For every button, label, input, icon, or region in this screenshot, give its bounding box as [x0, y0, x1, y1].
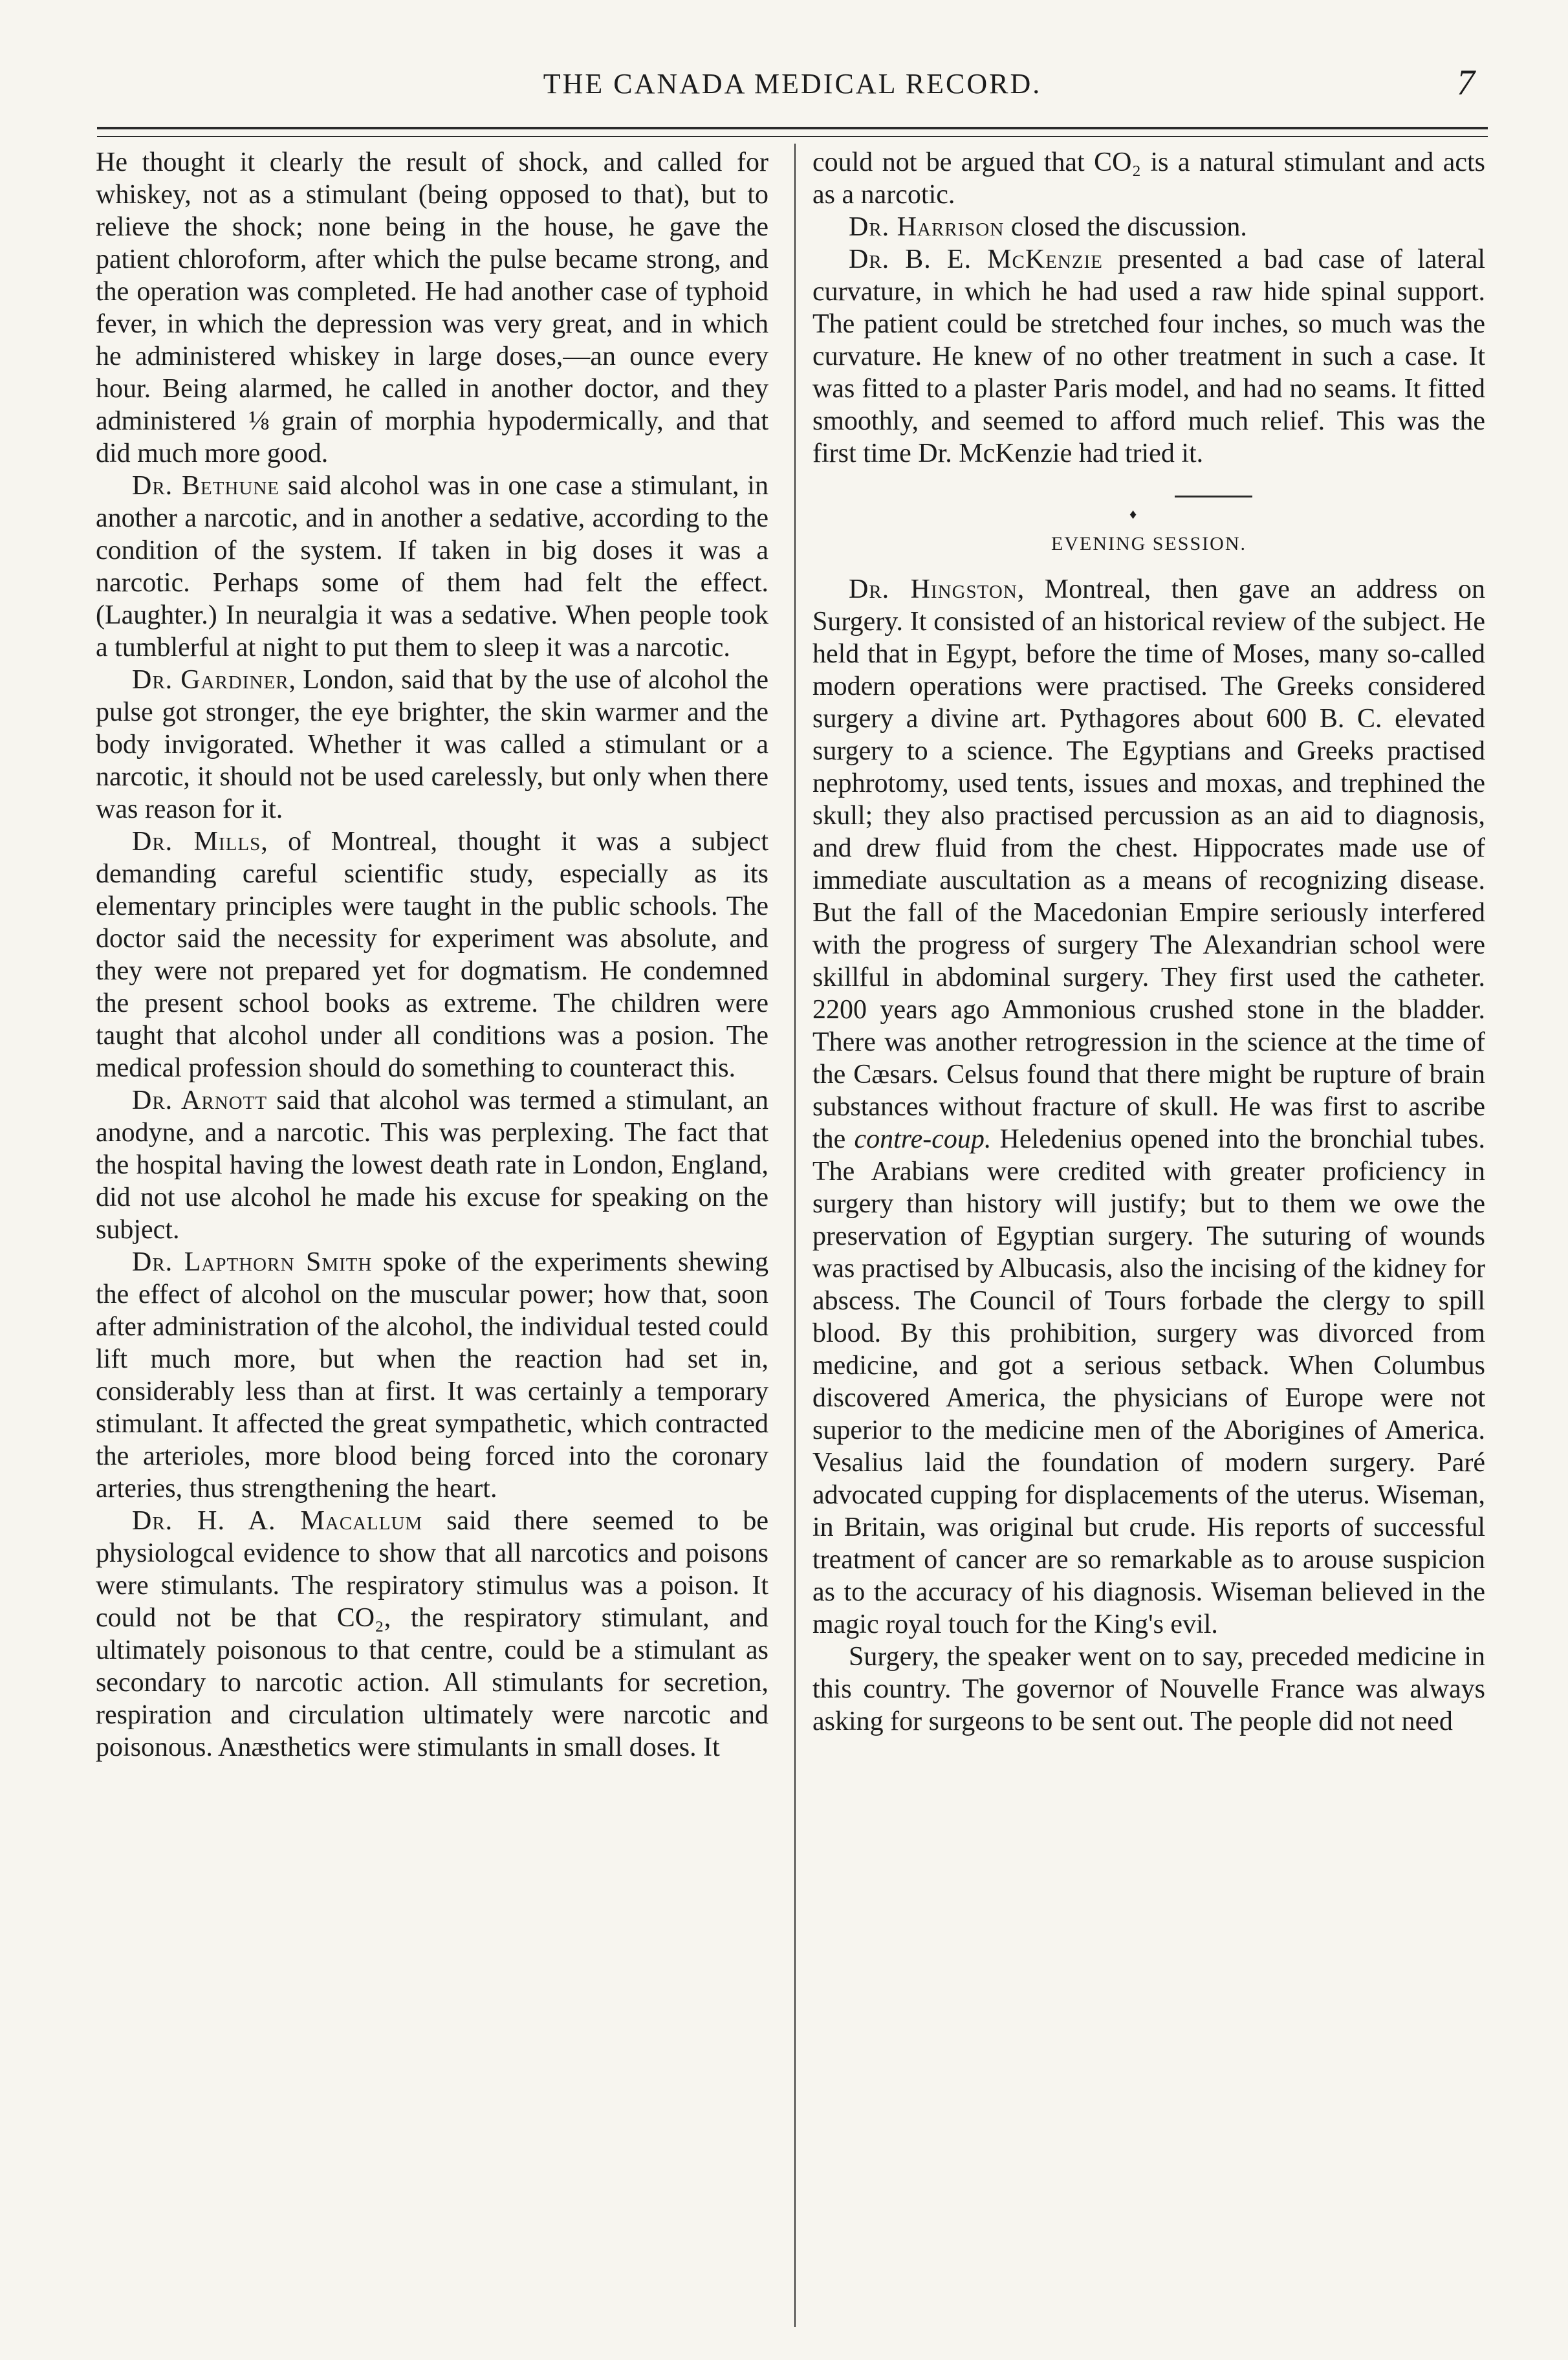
- paragraph: [96, 664, 768, 825]
- paragraph: [812, 211, 1485, 243]
- paragraph: [96, 1505, 768, 1764]
- paragraph: [812, 146, 1485, 211]
- speaker-name: Dr. Gardiner: [132, 665, 289, 695]
- paragraph: [812, 1641, 1485, 1738]
- column-divider: [794, 144, 796, 2327]
- header-rule-thin: [97, 136, 1488, 137]
- paragraph-text: said there seemed to be physiologcal evidence to show that all narcotics and poisons were stimulants. The respiratory stimulus was a poison. It could not be that CO₂, the respiratory stimulant, and ultimately poisonous to that centre, could be a stimulant as secondary to narcotic action. All stimulants for secretion, respiration and circulation ultimately were narcotic and poisonous. Anæsthetics were stimulants in small doses. It: [96, 1506, 769, 1762]
- paragraph-text: spoke of the experiments shewing the effect of alcohol on the muscular power; how that, soon after administration of the alcohol, the individual tested could lift much more, but when the reaction had set in, considerably less than at first. It was certainly a temporary stimulant. It affected the great sympathetic, which contracted the arterioles, more blood being forced into the coronary arteries, thus strengthening the heart.: [96, 1247, 768, 1503]
- page-header: [97, 62, 1488, 120]
- italic-term: contre-coup.: [854, 1124, 992, 1154]
- paragraph: [96, 146, 768, 470]
- paragraph-text: presented a bad case of lateral curvature, in which he had used a raw hide spinal support. The patient could be stretched four inches, so much was the curvature. He knew of no other treatment in such a case. It was fitted to a plaster Paris model, and had no seams. It fitted smoothly, and seemed to afford much relief. This was the first time Dr. McKenzie had tried it.: [812, 245, 1486, 468]
- header-rule-thick: [97, 127, 1488, 129]
- paragraph-text: , Montreal, then gave an address on Surgery. It consisted of an historical review of the subject. He held that in Egypt, before the time of Moses, many so-called modern operations were practised. The Greeks considered surgery a divine art. Pythagores about 600 B. C. elevated surgery to a science. The Egyptians and Greeks practised nephrotomy, used tents, issues and moxas, and trephined the skull; they also practised percussion as an aid to diagnosis, and drew fluid from the chest. Hippocrates made use of immediate auscultation as a means of recognizing disease. But the fall of the Macedonian Empire seriously interfered with the progress of surgery The Alexandrian school were skillful in abdominal surgery. They first used the catheter. 2200 years ago Ammonious crushed stone in the bladder. There was another retrogression in the science at the time of the Cæsars. Celsus found that there might be rupture of brain substances without fracture of skull. He was first to ascribe the: [812, 574, 1485, 1154]
- paragraph: [96, 825, 768, 1084]
- paragraph-text: , of Montreal, thought it was a subject demanding careful scientific study, especially as its elementary principles were taught in the public schools. The doctor said the necessity for experiment was absolute, and they were not prepared yet for dogmatism. He condemned the present school books as extreme. The children were taught that alcohol under all conditions was a posion. The medical profession should do something to counteract this.: [96, 827, 768, 1083]
- paragraph: [96, 1084, 768, 1246]
- running-title: THE CANADA MEDICAL RECORD.: [543, 68, 1042, 100]
- speaker-name: Dr. Hingston: [849, 574, 1018, 604]
- speaker-name: Dr. Arnott: [132, 1086, 268, 1115]
- paragraph-text: said alcohol was in one case a stimulant, in another a narcotic, and in another a sedative, according to the condition of the system. If taken in big doses it was a narcotic. Perhaps some of them had felt the effect. (Laughter.) In neuralgia it was a sedative. When people took a tumblerful at night to put them to sleep it was a narcotic.: [96, 471, 768, 662]
- speaker-name: Dr. B. E. McKenzie: [849, 245, 1103, 274]
- paragraph-text: Heledenius opened into the bronchial tubes. The Arabians were credited with greater proficiency in surgery than history will justify; but to them we owe the preservation of Egyptian surgery. The suturing of wounds was practised by Albucasis, also the incising of the kidney for abscess. The Council of Tours forbade the clergy to spill blood. By this prohibition, surgery was divorced from medicine, and got a serious setback. When Columbus discovered America, the physicians of Europe were not superior to the medicine men of the Aborigines of America. Vesalius laid the foundation of modern surgery. Paré advocated cupping for displacements of the uterus. Wiseman, in Britain, was original but crude. His reports of successful treatment of cancer are so remarkable as to arouse suspicion as to the accuracy of his diagnosis. Wiseman believed in the magic royal touch for the King's evil.: [812, 1124, 1485, 1639]
- section-heading: EVENING SESSION.: [1051, 533, 1247, 554]
- paragraph-text: closed the discussion.: [1004, 212, 1247, 242]
- speaker-name: Dr. Harrison: [849, 212, 1005, 242]
- speaker-name: Dr. Bethune: [132, 471, 280, 501]
- paragraph-text: , London, said that by the use of alcohol the pulse got stronger, the eye brighter, the skin warmer and the body invigorated. Whether it was called a stimulant or a narcotic, it should not be used carelessly, but only when there was reason for it.: [96, 665, 768, 824]
- paragraph-text: Surgery, the speaker went on to say, preceded medicine in this country. The governor of Nouvelle France was always asking for surgeons to be sent out. The people did not need: [812, 1642, 1485, 1736]
- paragraph-text: He thought it clearly the result of shock, and called for whiskey, not as a stimulant (being opposed to that), but to relieve the shock; none being in the house, he gave the patient chloroform, after which the pulse became strong, and the operation was completed. He had another case of typhoid fever, in which the depression was very great, and in which he administered whiskey in large doses,—an ounce every hour. Being alarmed, he called in another doctor, and they administered ⅛ grain of morphia hypodermically, and that did much more good.: [96, 148, 768, 468]
- paragraph-text: could not be argued that CO₂ is a natural stimulant and acts as a narcotic.: [812, 148, 1485, 210]
- paragraph: [96, 1246, 768, 1505]
- speaker-name: Dr. H. A. Macallum: [132, 1506, 423, 1536]
- speaker-name: Dr. Lapthorn Smith: [132, 1247, 373, 1277]
- left-column: [96, 146, 768, 1764]
- section-ornament: ♦: [1129, 506, 1137, 522]
- paragraph: [812, 573, 1485, 1641]
- section-rule: [1175, 496, 1252, 497]
- paragraph: [96, 470, 768, 664]
- paragraph-text: said that alcohol was termed a stimulant, an anodyne, and a narcotic. This was perplexing. The fact that the hospital having the lowest death rate in London, England, did not use alcohol he made his excuse for speaking on the subject.: [96, 1086, 768, 1245]
- page-number: 7: [1457, 63, 1475, 103]
- section-break: [812, 470, 1485, 560]
- right-column: [812, 146, 1485, 1738]
- speaker-name: Dr. Mills: [132, 827, 261, 857]
- paragraph: [812, 243, 1485, 470]
